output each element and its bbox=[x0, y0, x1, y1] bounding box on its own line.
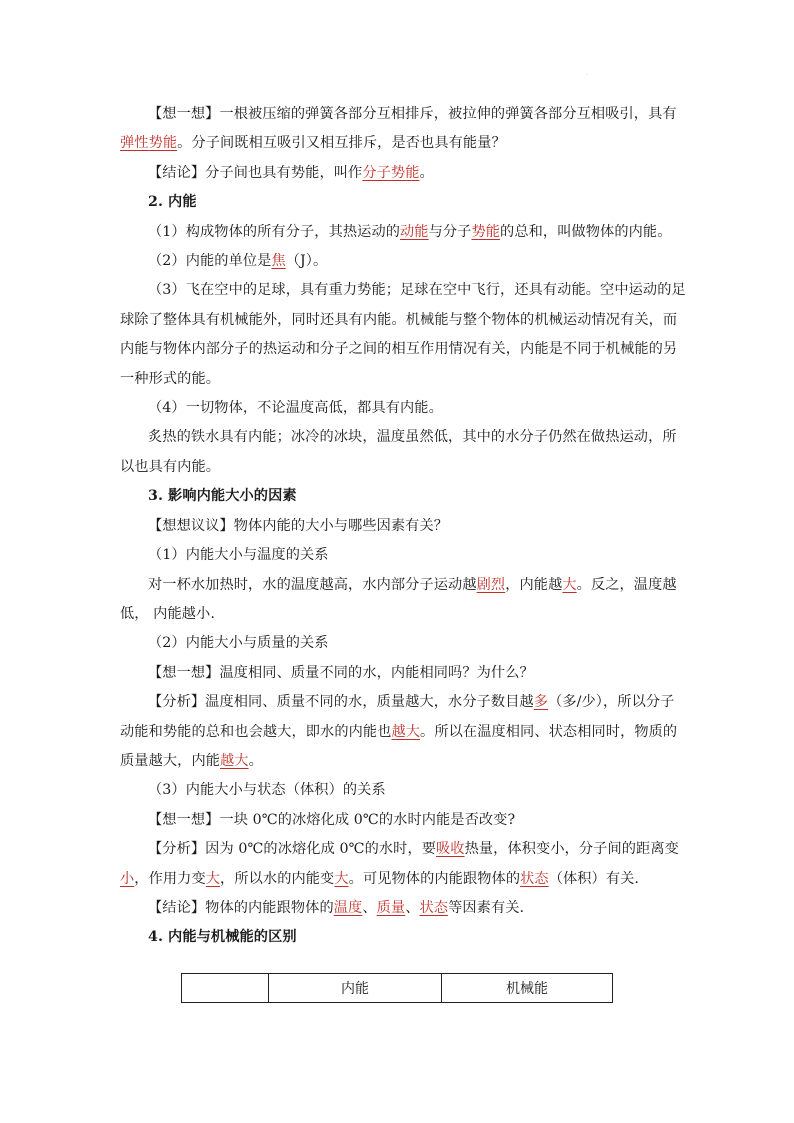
text-run: 【分析】温度相同、质量不同的水，质量越大，水分子数目越 bbox=[148, 694, 534, 711]
paragraph-line bbox=[120, 600, 676, 629]
paragraph-line bbox=[120, 541, 676, 570]
text-run: ，内能越 bbox=[505, 576, 563, 593]
answer-blank: 势能 bbox=[471, 223, 501, 240]
paragraph-line bbox=[120, 659, 676, 688]
text-run: 低， 内能越小. bbox=[120, 605, 215, 622]
answer-blank: 多 bbox=[533, 694, 549, 711]
text-run: 2. 内能 bbox=[148, 194, 197, 211]
answer-blank: 大 bbox=[334, 870, 349, 887]
answer-blank: 越大 bbox=[220, 752, 249, 769]
text-run: （3）飞在空中的足球，具有重力势能；足球在空中飞行，还具有动能。空中运动的足 bbox=[148, 282, 686, 299]
text-run: 。反之，温度越 bbox=[576, 576, 677, 593]
text-run: 【结论】分子间也具有势能，叫作 bbox=[148, 164, 363, 181]
paragraph-line bbox=[120, 100, 676, 129]
text-run: （体积）有关. bbox=[548, 870, 640, 887]
text-run: （多/少），所以分子 bbox=[548, 694, 675, 711]
answer-blank: 分子势能 bbox=[362, 164, 420, 181]
text-run: 4. 内能与机械能的区别 bbox=[148, 929, 297, 946]
paragraph-line bbox=[120, 423, 676, 452]
text-run: 质量越大，内能 bbox=[120, 752, 221, 769]
text-run: 。分子间既相互吸引又相互排斥，是否也具有能量？ bbox=[177, 135, 506, 152]
paragraph-line bbox=[120, 365, 676, 394]
text-run: 对一杯水加热时，水的温度越高，水内部分子运动越 bbox=[148, 576, 477, 593]
text-run: 、 bbox=[405, 899, 420, 916]
answer-blank: 焦 bbox=[271, 253, 286, 270]
paragraph-line bbox=[120, 159, 676, 188]
paragraph-line bbox=[120, 218, 676, 247]
document-body bbox=[120, 100, 686, 953]
text-run: 。 bbox=[419, 164, 434, 181]
text-run: ，作用力变 bbox=[134, 870, 206, 887]
paragraph-line bbox=[120, 129, 676, 158]
paragraph-line bbox=[120, 394, 676, 423]
paragraph-line bbox=[120, 747, 676, 776]
text-run: 等因素有关. bbox=[448, 899, 525, 916]
text-run: 。所以在温度相同、状态相同时，物质的 bbox=[420, 723, 678, 740]
text-run: 【想想议议】物体内能的大小与哪些因素有关？ bbox=[148, 517, 449, 534]
text-run: 的总和，叫做物体的内能。 bbox=[500, 223, 672, 240]
section-heading bbox=[120, 188, 676, 217]
section-heading bbox=[120, 482, 676, 511]
text-run: 一种形式的能。 bbox=[120, 370, 221, 387]
text-run: 与分子 bbox=[428, 223, 472, 240]
answer-blank: 弹性势能 bbox=[120, 135, 178, 152]
text-run: 【想一想】一块 0℃的冰熔化成 0℃的水时内能是否改变? bbox=[148, 811, 516, 828]
text-run: 炙热的铁水具有内能；冰冷的冰块，温度虽然低，其中的水分子仍然在做热运动，所 bbox=[148, 429, 677, 446]
answer-blank: 剧烈 bbox=[476, 576, 506, 593]
section-heading bbox=[120, 923, 676, 952]
paragraph-line bbox=[120, 512, 676, 541]
text-run: （2）内能的单位是 bbox=[148, 253, 272, 270]
text-run: （4）一切物体，不论温度高低，都具有内能。 bbox=[148, 400, 443, 417]
text-run: 【想一想】温度相同、质量不同的水，内能相同吗？为什么？ bbox=[148, 664, 534, 681]
paragraph-line bbox=[120, 335, 676, 364]
paragraph-line bbox=[120, 688, 676, 717]
answer-blank: 状态 bbox=[419, 899, 449, 916]
text-run: 以也具有内能。 bbox=[120, 458, 221, 475]
text-run: （1）构成物体的所有分子，其热运动的 bbox=[148, 223, 401, 240]
text-run: 内能与物体内部分子的热运动和分子之间的相互作用情况有关，内能是不同于机械能的另 bbox=[120, 341, 678, 358]
paragraph-line bbox=[120, 894, 676, 923]
text-run: 3. 影响内能大小的因素 bbox=[148, 488, 297, 505]
text-run: 球除了整体具有机械能外，同时还具有内能。机械能与整个物体的机械运动情况有关，而 bbox=[120, 311, 678, 328]
text-run: 、 bbox=[362, 899, 377, 916]
table-header-row bbox=[182, 974, 613, 1003]
text-run: （J）。 bbox=[285, 253, 328, 270]
paragraph-line bbox=[120, 776, 676, 805]
answer-blank: 吸收 bbox=[436, 841, 465, 858]
text-run: （2）内能大小与质量的关系 bbox=[148, 635, 329, 652]
paragraph-line bbox=[120, 571, 676, 600]
paragraph-line bbox=[120, 865, 676, 894]
paragraph-line bbox=[120, 276, 686, 305]
table-header-mechanical-energy: 机械能 bbox=[442, 974, 613, 1003]
answer-blank: 小 bbox=[120, 870, 135, 887]
text-run: 【想一想】一根被压缩的弹簧各部分互相排斥，被拉伸的弹簧各部分互相吸引，具有 bbox=[148, 106, 677, 122]
answer-blank: 温度 bbox=[333, 899, 363, 916]
text-run: ，所以水的内能变 bbox=[220, 870, 335, 887]
table-header-internal-energy: 内能 bbox=[269, 974, 442, 1003]
paragraph-line bbox=[120, 306, 676, 335]
paragraph-line bbox=[120, 453, 676, 482]
table-header-blank bbox=[182, 974, 269, 1003]
comparison-table bbox=[181, 973, 613, 1003]
paragraph-line bbox=[120, 247, 676, 276]
text-run: 【分析】因为 0℃的冰熔化成 0℃的水时，要 bbox=[148, 841, 437, 858]
paragraph-line bbox=[120, 629, 676, 658]
text-run: 。可见物体的内能跟物体的 bbox=[348, 870, 521, 887]
text-run: 热量，体积变小，分子间的距离变 bbox=[464, 841, 679, 858]
text-run: （1）内能大小与温度的关系 bbox=[148, 547, 329, 564]
comparison-table-wrap bbox=[181, 973, 613, 1003]
paragraph-line bbox=[120, 718, 676, 747]
answer-blank: 动能 bbox=[400, 223, 429, 240]
text-run: （3）内能大小与状态（体积）的关系 bbox=[148, 782, 386, 799]
answer-blank: 越大 bbox=[391, 723, 421, 740]
answer-blank: 大 bbox=[562, 576, 577, 593]
page-corner-mark: · bbox=[586, 72, 588, 79]
paragraph-line bbox=[120, 835, 679, 864]
answer-blank: 状态 bbox=[520, 870, 549, 887]
text-run: 动能和势能的总和也会越大，即水的内能也 bbox=[120, 723, 392, 740]
answer-blank: 质量 bbox=[376, 899, 406, 916]
answer-blank: 大 bbox=[205, 870, 221, 887]
text-run: 。 bbox=[248, 752, 263, 769]
text-run: 【结论】物体的内能跟物体的 bbox=[148, 899, 334, 916]
paragraph-line bbox=[120, 806, 676, 835]
